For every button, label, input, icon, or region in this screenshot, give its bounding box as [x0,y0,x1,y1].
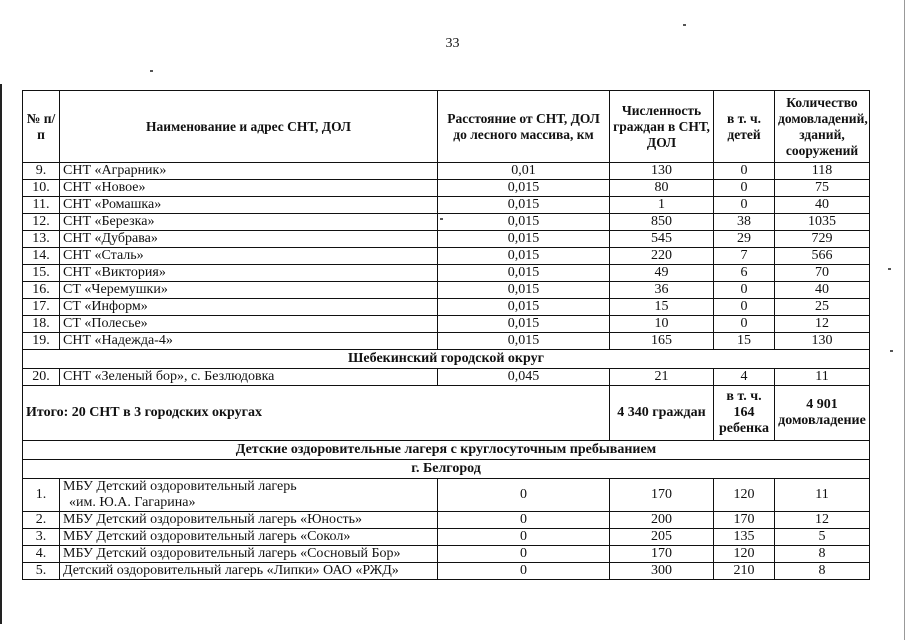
cell-name: СНТ «Аграрник» [60,163,438,180]
cell-buildings: 12 [775,512,870,529]
cell-children: 0 [714,197,775,214]
cell-distance: 0 [438,546,610,563]
cell-num: 11. [23,197,60,214]
cell-population: 36 [610,282,714,299]
header-row [23,91,870,163]
total-buildings: 4 901 домовладение [775,386,870,441]
cell-population: 850 [610,214,714,231]
cell-name: СНТ «Ромашка» [60,197,438,214]
cell-name: СТ «Информ» [60,299,438,316]
table-row [23,214,870,231]
cell-distance: 0,045 [438,369,610,386]
cell-name: МБУ Детский оздоровительный лагерь «Сосновый Бор» [60,546,438,563]
cell-population: 15 [610,299,714,316]
scan-speck [150,70,153,72]
table-row [23,197,870,214]
cell-distance: 0,015 [438,197,610,214]
table-row [23,180,870,197]
cell-num: 12. [23,214,60,231]
cell-children: 170 [714,512,775,529]
cell-buildings: 8 [775,546,870,563]
table-row [23,546,870,563]
cell-num: 16. [23,282,60,299]
table-row [23,163,870,180]
cell-num: 10. [23,180,60,197]
scan-edge-left [0,84,2,624]
cell-population: 205 [610,529,714,546]
cell-buildings: 40 [775,282,870,299]
cell-children: 15 [714,333,775,350]
cell-children: 120 [714,546,775,563]
cell-population: 80 [610,180,714,197]
cell-children: 7 [714,248,775,265]
cell-children: 29 [714,231,775,248]
cell-buildings: 25 [775,299,870,316]
cell-children: 38 [714,214,775,231]
cell-distance: 0 [438,479,610,512]
cell-buildings: 5 [775,529,870,546]
header-name: Наименование и адрес СНТ, ДОЛ [60,91,438,163]
cell-name-line: МБУ Детский оздоровительный лагерь [63,479,297,494]
cell-children: 0 [714,316,775,333]
scan-speck [683,24,686,26]
cell-distance: 0,015 [438,333,610,350]
table-row [23,265,870,282]
total-children: в т. ч. 164 ребенка [714,386,775,441]
cell-buildings: 118 [775,163,870,180]
cell-num: 14. [23,248,60,265]
cell-name [60,479,438,512]
cell-population: 200 [610,512,714,529]
cell-name: МБУ Детский оздоровительный лагерь «Сокол» [60,529,438,546]
cell-buildings: 11 [775,369,870,386]
table-row [23,299,870,316]
cell-children: 0 [714,282,775,299]
section-row [23,441,870,460]
cell-num: 17. [23,299,60,316]
table-body-camps [23,512,870,580]
cell-num: 13. [23,231,60,248]
table-row [23,369,870,386]
cell-population: 170 [610,546,714,563]
table-row [23,529,870,546]
cell-name: МБУ Детский оздоровительный лагерь «Юность» [60,512,438,529]
total-label: Итого: 20 СНТ в 3 городских округах [23,386,610,441]
cell-buildings: 130 [775,333,870,350]
cell-distance: 0,015 [438,180,610,197]
cell-distance: 0 [438,563,610,580]
table-row [23,248,870,265]
header-children: в т. ч. детей [714,91,775,163]
section-row [23,460,870,479]
section-title: г. Белгород [23,460,870,479]
header-distance: Расстояние от СНТ, ДОЛ до лесного массива, км [438,91,610,163]
table-body-shebekino-rows [23,369,870,386]
cell-population: 545 [610,231,714,248]
cell-name: СНТ «Дубрава» [60,231,438,248]
cell-num: 2. [23,512,60,529]
cell-buildings: 12 [775,316,870,333]
cell-name: СНТ «Надежда-4» [60,333,438,350]
cell-children: 6 [714,265,775,282]
cell-distance: 0,015 [438,282,610,299]
cell-population: 10 [610,316,714,333]
cell-num: 9. [23,163,60,180]
cell-num: 20. [23,369,60,386]
scan-speck [888,268,891,270]
cell-distance: 0,015 [438,214,610,231]
header-buildings: Количество домовладений, зданий, сооружений [775,91,870,163]
cell-name: СНТ «Новое» [60,180,438,197]
section-title: Шебекинский городской округ [23,350,870,369]
cell-num: 4. [23,546,60,563]
cell-name: СНТ «Виктория» [60,265,438,282]
data-table [22,90,870,580]
cell-children: 135 [714,529,775,546]
cell-population: 1 [610,197,714,214]
cell-population: 165 [610,333,714,350]
cell-name: СТ «Полесье» [60,316,438,333]
table-row [23,479,870,512]
cell-distance: 0,015 [438,231,610,248]
cell-children: 0 [714,299,775,316]
table-row [23,316,870,333]
table-body-total [23,386,870,512]
cell-population: 170 [610,479,714,512]
cell-population: 21 [610,369,714,386]
scan-speck [890,350,893,352]
table-row [23,333,870,350]
total-population: 4 340 граждан [610,386,714,441]
cell-num: 15. [23,265,60,282]
cell-num: 18. [23,316,60,333]
cell-distance: 0,015 [438,299,610,316]
cell-name: СТ «Черемушки» [60,282,438,299]
cell-children: 120 [714,479,775,512]
section-title: Детские оздоровительные лагеря с круглосуточным пребыванием [23,441,870,460]
table-row [23,282,870,299]
cell-name: Детский оздоровительный лагерь «Липки» ОАО «РЖД» [60,563,438,580]
cell-population: 220 [610,248,714,265]
cell-buildings: 40 [775,197,870,214]
cell-buildings: 566 [775,248,870,265]
cell-population: 49 [610,265,714,282]
cell-buildings: 75 [775,180,870,197]
cell-children: 4 [714,369,775,386]
cell-population: 300 [610,563,714,580]
cell-children: 0 [714,163,775,180]
cell-distance: 0,01 [438,163,610,180]
total-row [23,386,870,441]
cell-name-line: «им. Ю.А. Гагарина» [69,495,196,510]
cell-buildings: 8 [775,563,870,580]
cell-distance: 0 [438,512,610,529]
cell-distance: 0 [438,529,610,546]
table-row [23,563,870,580]
cell-num: 1. [23,479,60,512]
cell-distance: 0,015 [438,265,610,282]
table-row [23,512,870,529]
table-body-shebekino [23,350,870,369]
cell-name: СНТ «Березка» [60,214,438,231]
cell-num: 19. [23,333,60,350]
header-num: № п/п [23,91,60,163]
cell-distance: 0,015 [438,248,610,265]
cell-num: 3. [23,529,60,546]
cell-children: 0 [714,180,775,197]
cell-population: 130 [610,163,714,180]
cell-children: 210 [714,563,775,580]
page-number: 33 [445,36,460,51]
table-row [23,231,870,248]
cell-distance: 0,015 [438,316,610,333]
cell-buildings: 70 [775,265,870,282]
section-row [23,350,870,369]
cell-buildings: 729 [775,231,870,248]
header-population: Численность граждан в СНТ, ДОЛ [610,91,714,163]
cell-name: СНТ «Сталь» [60,248,438,265]
cell-name: СНТ «Зеленый бор», с. Безлюдовка [60,369,438,386]
cell-buildings: 11 [775,479,870,512]
table-body-snt [23,163,870,350]
cell-buildings: 1035 [775,214,870,231]
cell-num: 5. [23,563,60,580]
